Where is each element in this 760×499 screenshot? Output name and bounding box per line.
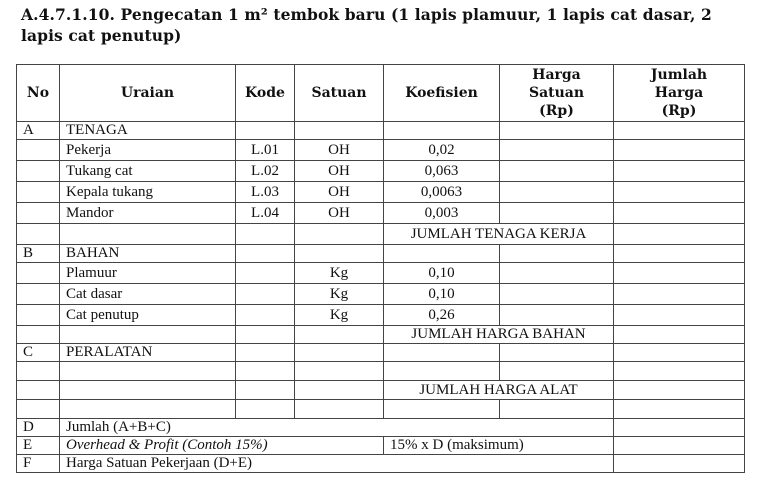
table-row <box>17 284 745 305</box>
section-row-bahan <box>17 245 745 263</box>
kode-cell <box>236 284 295 305</box>
section-no: E <box>17 437 60 455</box>
satuan-cell: OH <box>295 161 384 182</box>
table-row <box>17 140 745 161</box>
section-no: B <box>17 245 60 263</box>
table-row <box>17 263 745 284</box>
table-row <box>17 305 745 326</box>
kode-cell: L.03 <box>236 182 295 203</box>
koefisien-cell: 0,10 <box>384 263 500 284</box>
kode-cell <box>236 263 295 284</box>
uraian-cell: Kepala tukang <box>60 182 236 203</box>
subtotal-label: JUMLAH HARGA ALAT <box>384 381 614 400</box>
kode-cell: L.04 <box>236 203 295 224</box>
header-jumlah-harga-line1: Jumlah <box>650 67 708 83</box>
summary-label: Jumlah (A+B+C) <box>60 419 614 437</box>
uraian-cell: Pekerja <box>60 140 236 161</box>
koefisien-cell: 0,063 <box>384 161 500 182</box>
summary-row-e <box>17 437 745 455</box>
kode-cell <box>236 305 295 326</box>
section-row-tenaga <box>17 122 745 140</box>
section-label: PERALATAN <box>60 344 236 362</box>
uraian-cell: Cat dasar <box>60 284 236 305</box>
table-row <box>17 161 745 182</box>
table-header-row <box>17 65 745 122</box>
section-no: A <box>17 122 60 140</box>
koefisien-cell: 0,0063 <box>384 182 500 203</box>
header-kode: Kode <box>236 65 295 122</box>
header-jumlah-harga <box>614 65 745 122</box>
header-satuan: Satuan <box>295 65 384 122</box>
koefisien-cell: 0,02 <box>384 140 500 161</box>
uraian-cell: Tukang cat <box>60 161 236 182</box>
koefisien-cell: 0,003 <box>384 203 500 224</box>
section-row-peralatan <box>17 344 745 362</box>
overhead-formula: 15% x D (maksimum) <box>384 437 614 455</box>
header-harga-satuan-line1: Harga <box>532 67 581 83</box>
header-no: No <box>17 65 60 122</box>
satuan-cell: Kg <box>295 305 384 326</box>
uraian-cell: Plamuur <box>60 263 236 284</box>
uraian-cell: Mandor <box>60 203 236 224</box>
table-row <box>17 362 745 381</box>
table-row <box>17 203 745 224</box>
header-harga-satuan-line2: Satuan <box>528 85 585 101</box>
satuan-cell: OH <box>295 182 384 203</box>
table-row <box>17 400 745 419</box>
section-label: BAHAN <box>60 245 236 263</box>
subtotal-row-peralatan <box>17 381 745 400</box>
header-koefisien: Koefisien <box>384 65 500 122</box>
kode-cell: L.01 <box>236 140 295 161</box>
summary-row-d <box>17 419 745 437</box>
table-row <box>17 182 745 203</box>
satuan-cell: OH <box>295 203 384 224</box>
subtotal-label: JUMLAH HARGA BAHAN <box>384 326 614 344</box>
koefisien-cell: 0,26 <box>384 305 500 326</box>
subtotal-row-tenaga <box>17 224 745 245</box>
koefisien-cell: 0,10 <box>384 284 500 305</box>
header-jumlah-harga-line2: Harga <box>654 85 704 101</box>
summary-label: Overhead & Profit (Contoh 15%) <box>60 437 384 455</box>
satuan-cell: Kg <box>295 284 384 305</box>
subtotal-label: JUMLAH TENAGA KERJA <box>384 224 614 245</box>
section-no: D <box>17 419 60 437</box>
header-harga-satuan-line3: (Rp) <box>539 103 574 119</box>
uraian-cell: Cat penutup <box>60 305 236 326</box>
unit-price-analysis-table <box>16 64 745 473</box>
satuan-cell: Kg <box>295 263 384 284</box>
document-title: A.4.7.1.10. Pengecatan 1 m² tembok baru (1 lapis plamuur, 1 lapis cat dasar, 2 lapis cat penutup) <box>21 5 712 45</box>
section-no: C <box>17 344 60 362</box>
summary-row-f <box>17 455 745 473</box>
section-no: F <box>17 455 60 473</box>
summary-label: Harga Satuan Pekerjaan (D+E) <box>60 455 614 473</box>
header-jumlah-harga-line3: (Rp) <box>661 103 697 119</box>
header-harga-satuan <box>500 65 614 122</box>
header-uraian: Uraian <box>60 65 236 122</box>
subtotal-row-bahan <box>17 326 745 344</box>
satuan-cell: OH <box>295 140 384 161</box>
section-label: TENAGA <box>60 122 236 140</box>
kode-cell: L.02 <box>236 161 295 182</box>
